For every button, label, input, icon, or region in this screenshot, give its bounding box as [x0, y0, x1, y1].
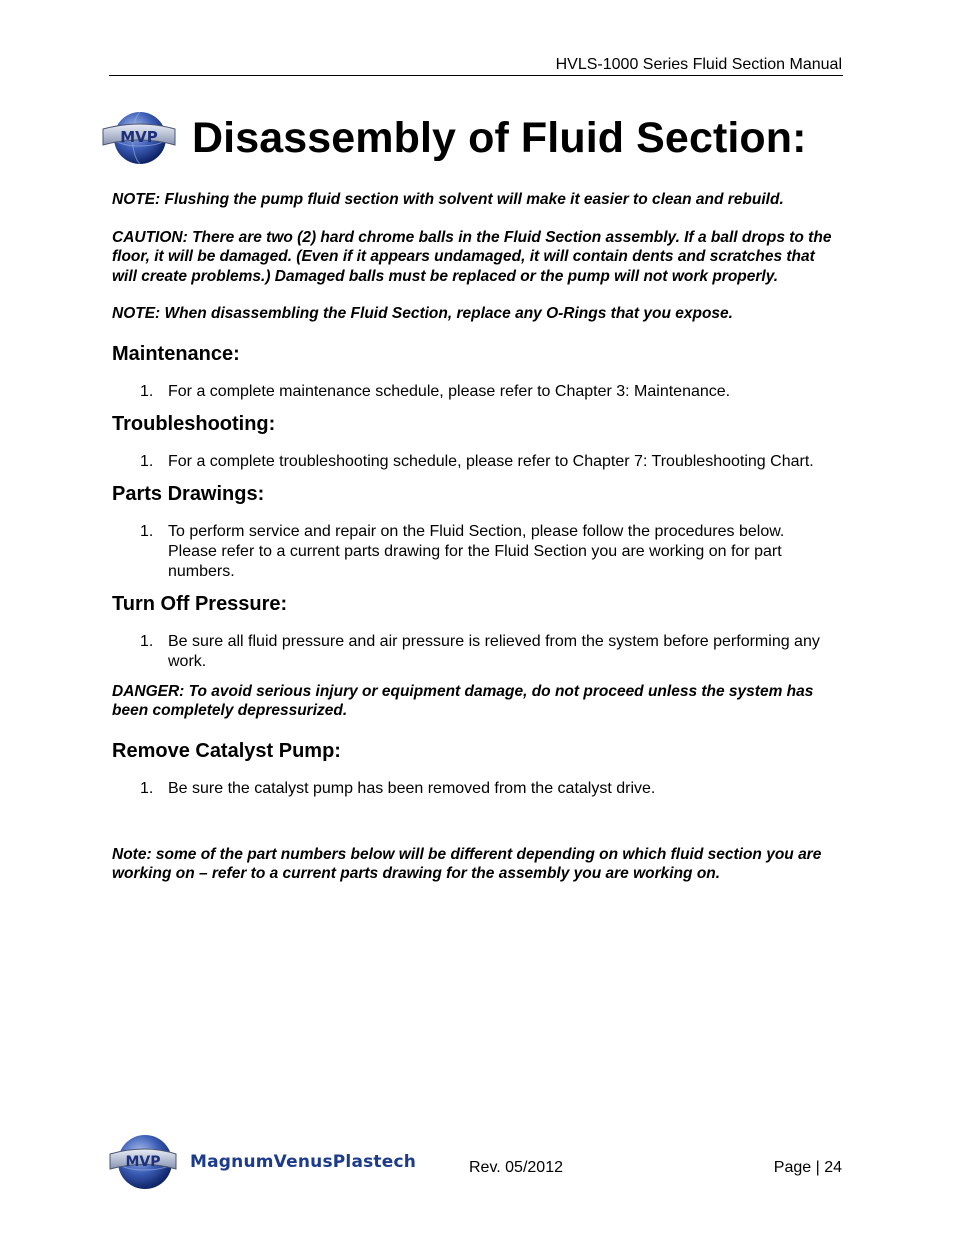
parts-drawings-heading: Parts Drawings: — [112, 482, 265, 505]
list-item — [112, 779, 837, 799]
list-item — [112, 452, 837, 472]
list-item-text: For a complete maintenance schedule, please refer to Chapter 3: Maintenance. — [168, 382, 731, 400]
list-item — [112, 522, 837, 582]
footer-brand-name: MagnumVenusPlastech — [190, 1152, 417, 1172]
list-item-text: To perform service and repair on the Fluid Section, please follow the procedures below. Please refer to a current parts drawing for the Fluid Section you are working on for part numbers. — [168, 522, 785, 580]
maintenance-list — [112, 382, 837, 402]
o-rings-note: NOTE: When disassembling the Fluid Section, replace any O-Rings that you expose. — [112, 305, 733, 322]
list-item-number: 1. — [140, 522, 154, 540]
mvp-logo-icon — [100, 108, 178, 168]
svg-text:MVP: MVP — [125, 1154, 161, 1170]
header-divider — [109, 75, 843, 76]
list-item-text: Be sure all fluid pressure and air pressure is relieved from the system before performing any work. — [168, 632, 820, 670]
header-manual-title: HVLS-1000 Series Fluid Section Manual — [555, 56, 842, 73]
svg-text:MVP: MVP — [120, 128, 158, 146]
maintenance-heading: Maintenance: — [112, 342, 240, 365]
spacer — [112, 809, 837, 845]
list-item — [112, 382, 837, 402]
parts-drawings-section — [112, 482, 837, 582]
list-item-text: Be sure the catalyst pump has been removed from the catalyst drive. — [168, 779, 656, 797]
list-item — [112, 632, 837, 672]
turn-off-pressure-section — [112, 592, 837, 721]
remove-catalyst-pump-section — [112, 739, 837, 799]
remove-catalyst-pump-heading: Remove Catalyst Pump: — [112, 739, 341, 762]
caution-note: CAUTION: There are two (2) hard chrome balls in the Fluid Section assembly. If a ball drops to the floor, it will be damaged. (Even if it appears undamaged, it will contain dents and scratches that will create problems.) Damaged balls must be replaced or the pump will not work properly. — [112, 228, 832, 285]
danger-note: DANGER: To avoid serious injury or equipment damage, do not proceed unless the system has been completely depressurized. — [112, 682, 814, 719]
page-title: Disassembly of Fluid Section: — [192, 114, 807, 162]
turn-off-pressure-heading: Turn Off Pressure: — [112, 592, 288, 615]
troubleshooting-list — [112, 452, 837, 472]
list-item-number: 1. — [140, 632, 154, 650]
troubleshooting-heading: Troubleshooting: — [112, 412, 276, 435]
remove-catalyst-pump-list — [112, 779, 837, 799]
title-row — [100, 108, 807, 168]
turn-off-pressure-list — [112, 632, 837, 672]
troubleshooting-section — [112, 412, 837, 472]
footer-page-number: Page | 24 — [773, 1159, 842, 1176]
flushing-note: NOTE: Flushing the pump fluid section with solvent will make it easier to clean and rebuild. — [112, 191, 784, 208]
list-item-text: For a complete troubleshooting schedule, please refer to Chapter 7: Troubleshooting Chart. — [168, 452, 814, 470]
footer-revision: Rev. 05/2012 — [469, 1159, 563, 1176]
mvp-logo-icon — [108, 1131, 178, 1193]
list-item-number: 1. — [140, 779, 154, 797]
parts-drawings-list — [112, 522, 837, 582]
list-item-number: 1. — [140, 382, 154, 400]
list-item-number: 1. — [140, 452, 154, 470]
footer-logo — [108, 1131, 416, 1193]
content-body — [112, 190, 837, 902]
part-numbers-note: Note: some of the part numbers below will be different depending on which fluid section you are working on – refer to a current parts drawing for the assembly you are working on. — [112, 845, 822, 882]
maintenance-section — [112, 342, 837, 402]
